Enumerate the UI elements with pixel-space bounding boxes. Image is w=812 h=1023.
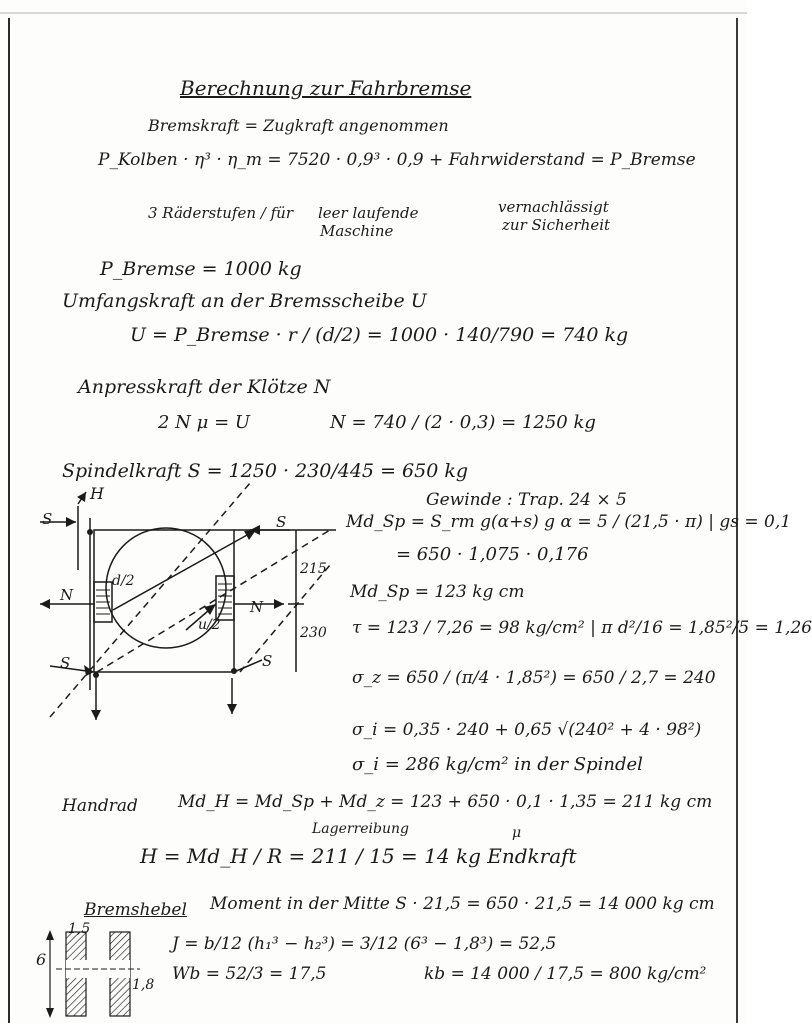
contact-force-heading: Anpresskraft der Klötze N <box>78 376 331 398</box>
combined-stress-result: σ_i = 286 kg/cm² in der Spindel <box>352 754 643 775</box>
circumferential-force-equation: U = P_Bremse · r / (d/2) = 1000 · 140/790 = 740 kg <box>130 324 629 346</box>
circumferential-force-heading: Umfangskraft an der Bremsscheibe U <box>62 290 427 312</box>
combined-stress-equation: σ_i = 0,35 · 240 + 0,65 √(240² + 4 · 98²) <box>352 720 702 740</box>
section-dim-6: 6 <box>36 950 47 969</box>
spindle-torque-result: Md_Sp = 123 kg cm <box>350 582 525 602</box>
handwheel-label: Handrad <box>62 796 138 816</box>
assumption-line: Bremskraft = Zugkraft angenommen <box>148 116 449 135</box>
diagram-label-s-top-right: S <box>276 513 287 531</box>
shear-stress-equation: τ = 123 / 7,26 = 98 kg/cm² | π d²/16 = 1,85²/5 = 1,26 <box>352 618 812 638</box>
diagram-label-h: H <box>90 484 104 503</box>
tensile-stress-equation: σ_z = 650 / (π/4 · 1,85²) = 650 / 2,7 = 240 <box>352 668 716 688</box>
thread-spec: Gewinde : Trap. 24 × 5 <box>426 490 627 510</box>
spindle-torque-values: = 650 · 1,075 · 0,176 <box>396 544 589 565</box>
note-neglected-2: zur Sicherheit <box>502 216 611 234</box>
brake-force-value: P_Bremse = 1000 kg <box>100 258 302 280</box>
diagram-label-s-top-left: S <box>42 510 53 528</box>
spindle-torque-equation: Md_Sp = S_rm g(α+s) g α = 5 / (21,5 · π) | gs = 0,1 <box>346 512 792 532</box>
contact-force-equation-2: N = 740 / (2 · 0,3) = 1250 kg <box>330 412 596 433</box>
piston-force-equation: P_Kolben · η³ · η_m = 7520 · 0,9³ · 0,9 + Fahrwiderstand = P_Bremse <box>98 150 696 170</box>
diagram-label-n-right: N <box>250 598 264 616</box>
diagram-label-s-bottom-right: S <box>262 652 273 670</box>
note-neglected-1: vernachlässigt <box>498 198 609 216</box>
note-idle-machine-1: leer laufende <box>318 204 419 222</box>
section-modulus-equation: Wb = 52/3 = 17,5 <box>172 964 327 984</box>
section-dim-1-5: 1,5 <box>68 921 91 937</box>
diagram-dimension-230: 230 <box>300 625 327 641</box>
page-title: Berechnung zur Fahrbremse <box>180 76 472 100</box>
handwheel-force-equation: H = Md_H / R = 211 / 15 = 14 kg Endkraft <box>140 844 577 868</box>
lever-moment-equation: Moment in der Mitte S · 21,5 = 650 · 21,5 = 14 000 kg cm <box>210 894 715 914</box>
diagram-label-n-left: N <box>60 586 74 604</box>
bearing-friction-note: Lagerreibung <box>312 821 409 837</box>
spindle-force-equation: Spindelkraft S = 1250 · 230/445 = 650 kg <box>62 460 469 482</box>
moment-of-inertia-equation: J = b/12 (h₁³ − h₂³) = 3/12 (6³ − 1,8³) = 52,5 <box>172 934 557 954</box>
handwheel-torque-equation: Md_H = Md_Sp + Md_z = 123 + 650 · 0,1 · 1,35 = 211 kg cm <box>178 792 713 812</box>
diagram-label-d-half: d/2 <box>112 573 135 589</box>
diagram-dimension-215: 215 <box>300 561 327 577</box>
note-gear-stages: 3 Räderstufen / für <box>148 204 293 222</box>
friction-coefficient-note: μ <box>512 825 522 841</box>
section-dim-1-8: 1,8 <box>132 977 155 993</box>
diagram-label-u-half: u/2 <box>198 617 221 633</box>
diagram-label-s-bottom-left: S <box>60 654 71 672</box>
note-idle-machine-2: Maschine <box>320 222 394 240</box>
brake-lever-label: Bremshebel <box>84 900 187 920</box>
contact-force-equation-1: 2 N μ = U <box>158 412 251 433</box>
bending-stress-equation: kb = 14 000 / 17,5 = 800 kg/cm² <box>424 964 707 984</box>
